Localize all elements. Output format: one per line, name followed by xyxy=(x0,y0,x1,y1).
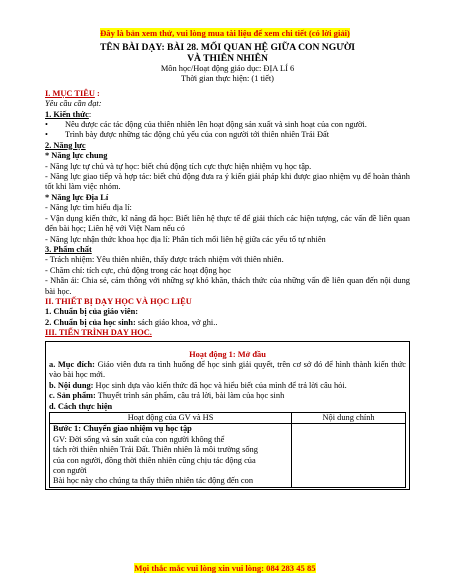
table-cell xyxy=(50,424,292,487)
activity-box xyxy=(45,341,410,490)
duration-line: Thời gian thực hiện: (1 tiết) xyxy=(181,74,274,84)
section-objectives-heading: I. MỤC TIÊU : xyxy=(45,88,100,98)
table-header-cell: Hoạt động của GV và HS xyxy=(50,413,292,424)
activity-content: b. Nội dung: Học sinh dựa vào kiến thức đã học và hiểu biết của mình để trả lời câu hỏi. xyxy=(49,380,347,390)
lesson-title: TÊN BÀI DẠY: BÀI 28. MỐI QUAN HỆ GIỮA CON NGƯỜI VÀ THIÊN NHIÊN xyxy=(99,42,356,64)
subject-line: Môn học/Hoạt động giáo dục: ĐỊA LÍ 6 xyxy=(160,64,295,73)
list-item: - Năng lực tìm hiểu địa lí: xyxy=(45,203,132,213)
geo-ability-heading: * Năng lực Địa Lí xyxy=(45,192,109,202)
list-item: - Năng lực nhận thức khoa học địa lí: Phân tích mối liên hệ giữa các yếu tố tự nhiên xyxy=(45,234,326,244)
table-line: GV: Đời sống và sản xuất của con người không thể xyxy=(53,434,225,444)
list-item: • Nêu được các tác động của thiên nhiên lên hoạt động sản xuất và sinh hoạt của con người. xyxy=(45,120,367,130)
document-body xyxy=(45,42,410,490)
student-prep: 2. Chuẩn bị của học sinh: sách giáo khoa, vở ghi.. xyxy=(45,317,218,327)
activity-table xyxy=(49,412,406,488)
table-cell xyxy=(292,424,406,487)
list-item: - Chăm chỉ: tích cực, chủ động trong các hoạt động học xyxy=(45,265,231,275)
table-row xyxy=(50,424,406,487)
knowledge-heading: 1. Kiến thức: xyxy=(45,109,92,119)
teacher-prep: 1. Chuẩn bị của giáo viên: xyxy=(45,307,139,317)
activity-goal: a. Mục đích: Giáo viên đưa ra tình huống để học sinh giải quyết, trên cơ sở đó để hình thành kiến thức vào bài học mới. xyxy=(49,359,406,380)
activity-method: d. Cách thực hiện xyxy=(49,401,113,411)
list-item: - Trách nhiệm: Yêu thiên nhiên, thấy được trách nhiệm với thiên nhiên. xyxy=(45,255,284,265)
list-item: - Năng lực giao tiếp và hợp tác: biết chủ động đưa ra ý kiến giải pháp khi được giao nhiệm vụ để hoàn thành tốt khi làm việc nhóm. xyxy=(45,172,410,192)
table-header-cell: Nội dung chính xyxy=(292,413,406,424)
step-heading: Bước 1: Chuyển giao nhiệm vụ học tập xyxy=(53,424,192,434)
general-ability-heading: * Năng lực chung xyxy=(45,151,108,161)
table-header-row xyxy=(50,413,406,424)
activity-title: Hoạt động 1: Mở đầu xyxy=(189,349,266,359)
table-line: tách rời thiên nhiên Trái Đất. Thiên nhiên là môi trường sống xyxy=(53,445,258,455)
quality-heading: 3. Phẩm chất xyxy=(45,244,92,254)
preview-notice-banner: Đây là bản xem thử, vui lòng mua tài liệu để xem chi tiết (có lời giải) xyxy=(100,28,350,38)
table-line: của con người, đồng thời thiên nhiên cũng chịu tác động của xyxy=(53,455,256,465)
contact-banner: Mọi thắc mắc vui lòng xin vui lòng: 084 283 45 85 xyxy=(134,563,316,573)
activity-product: c. Sản phẩm: Thuyết trình sản phẩm, câu trả lời, bài làm của học sinh xyxy=(49,391,285,401)
list-item: - Nhân ái: Chia sẻ, cảm thông với những sự khó khăn, thách thức của những vấn đề liên quan đến nội dung bài học. xyxy=(45,276,410,296)
ability-heading: 2. Năng lực xyxy=(45,140,86,150)
section-equipment-heading: II. THIẾT BỊ DẠY HỌC VÀ HỌC LIỆU xyxy=(45,296,192,306)
list-item: • Trình bày được những tác động chủ yếu của con người tới thiên nhiên Trái Đất xyxy=(45,130,330,140)
list-item: - Năng lực tự chủ và tự học: biết chủ động tích cực thực hiện nhiệm vụ học tập. xyxy=(45,161,312,171)
requirements-intro: Yêu cầu cần đạt: xyxy=(45,99,102,109)
table-line: con người xyxy=(53,466,87,476)
list-item: - Vận dụng kiến thức, kĩ năng đã học: Biết liên hệ thực tế để giải thích các hiện tượng, các vấn đề liên quan đến bài học; Liên hệ với Việt Nam nếu có xyxy=(45,213,410,234)
section-process-heading: III. TIẾN TRÌNH DẠY HỌC. xyxy=(45,328,152,338)
table-line: Bài học này cho chúng ta thấy thiên nhiên tác động đến con xyxy=(53,476,254,486)
